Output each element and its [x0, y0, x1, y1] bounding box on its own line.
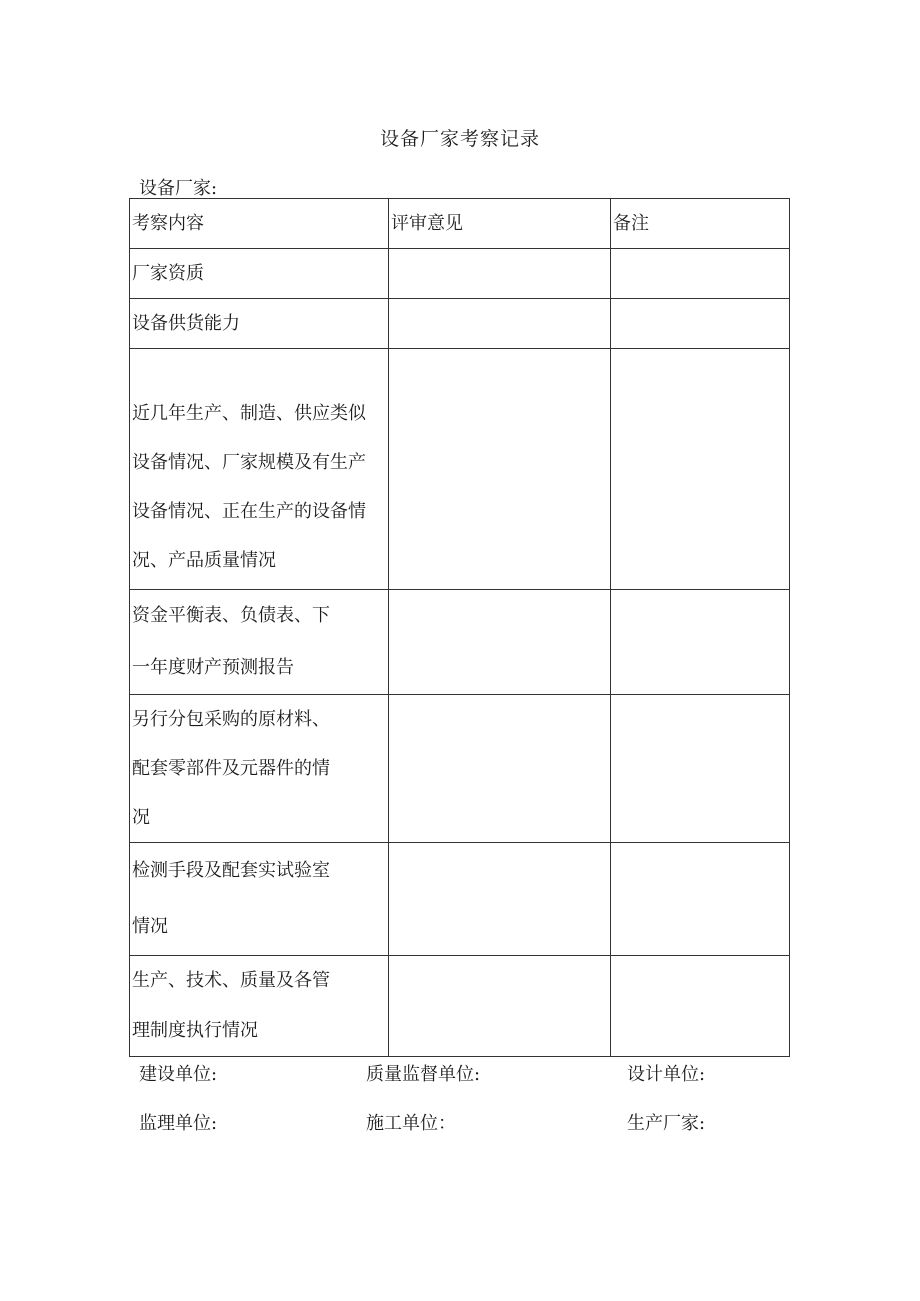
row-opinion-cell[interactable] — [389, 299, 611, 349]
row-remarks-cell[interactable] — [611, 349, 790, 590]
row-opinion-cell[interactable] — [389, 349, 611, 590]
row-content-management-systems: 生产、技术、质量及各管 理制度执行情况 — [130, 956, 389, 1057]
signature-quality-supervision-unit: 质量监督单位: — [366, 1064, 481, 1085]
row-opinion-cell[interactable] — [389, 590, 611, 695]
table-row — [130, 299, 790, 349]
table-row — [130, 695, 790, 843]
row-content-subcontract-materials: 另行分包采购的原材料、 配套零部件及元器件的情 况 — [130, 695, 389, 843]
table-row — [130, 590, 790, 695]
row-opinion-cell[interactable] — [389, 843, 611, 956]
header-inspection-content: 考察内容 — [130, 199, 389, 249]
document-title: 设备厂家考察记录 — [379, 128, 540, 150]
row-content-financials: 资金平衡表、负债表、下 一年度财产预测报告 — [130, 590, 389, 695]
signature-construction-unit: 建设单位: — [139, 1064, 218, 1085]
header-remarks: 备注 — [611, 199, 790, 249]
header-review-opinion: 评审意见 — [389, 199, 611, 249]
table-row — [130, 843, 790, 956]
row-opinion-cell[interactable] — [389, 695, 611, 843]
table-row — [130, 249, 790, 299]
signature-manufacturer: 生产厂家: — [627, 1113, 706, 1134]
row-remarks-cell[interactable] — [611, 695, 790, 843]
row-opinion-cell[interactable] — [389, 249, 611, 299]
row-content-testing-lab: 检测手段及配套实试验室 情况 — [130, 843, 389, 956]
vendor-label: 设备厂家: — [139, 178, 218, 199]
row-remarks-cell[interactable] — [611, 956, 790, 1057]
row-remarks-cell[interactable] — [611, 299, 790, 349]
signature-construction-contractor: 施工单位： — [366, 1113, 456, 1134]
row-opinion-cell[interactable] — [389, 956, 611, 1057]
row-content-production-history: 近几年生产、制造、供应类似 设备情况、厂家规模及有生产 设备情况、正在生产的设备情 况、产品质量情况 — [130, 349, 389, 590]
table-row — [130, 349, 790, 590]
signature-design-unit: 设计单位: — [627, 1064, 706, 1085]
signature-supervision-unit: 监理单位: — [139, 1113, 218, 1134]
row-remarks-cell[interactable] — [611, 843, 790, 956]
row-content-supply-capacity: 设备供货能力 — [130, 299, 389, 349]
inspection-table — [129, 198, 790, 1057]
row-remarks-cell[interactable] — [611, 590, 790, 695]
row-content-qualification: 厂家资质 — [130, 249, 389, 299]
table-header-row — [130, 199, 790, 249]
row-remarks-cell[interactable] — [611, 249, 790, 299]
table-row — [130, 956, 790, 1057]
